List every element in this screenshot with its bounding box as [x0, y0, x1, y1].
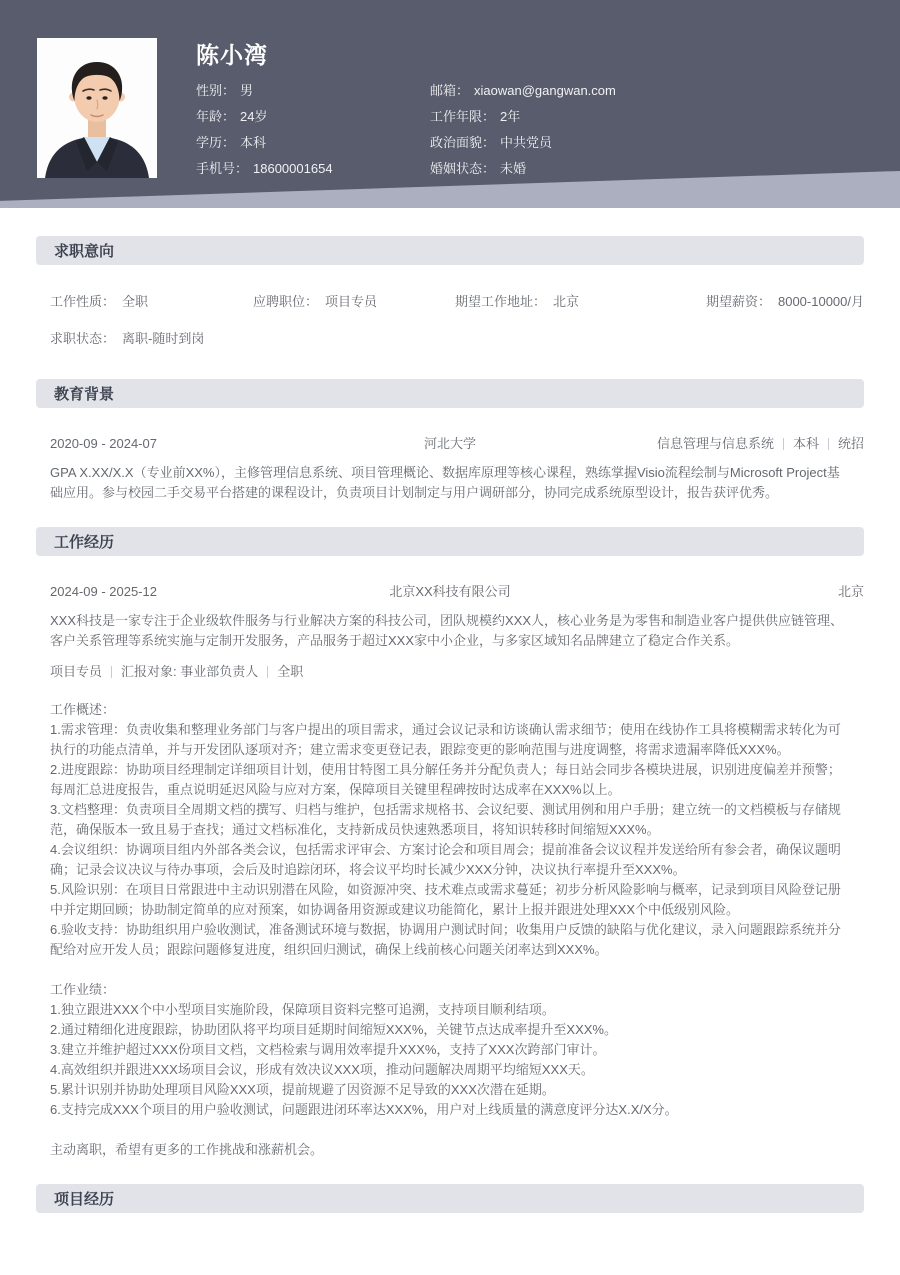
info-age: 年龄： 24岁	[196, 109, 268, 124]
work-meta-row	[36, 584, 864, 600]
info-phone: 手机号： 18600001654	[196, 161, 333, 176]
section-title-education: 教育背景	[36, 379, 864, 408]
profile-photo	[37, 38, 157, 178]
divider	[828, 438, 829, 450]
work-period: 2024-09 - 2025-12	[50, 584, 157, 599]
section-title-job-intent: 求职意向	[36, 236, 864, 265]
section-title-work-experience: 工作经历	[36, 527, 864, 556]
field-job-status: 求职状态： 离职-随时到岗	[50, 331, 205, 346]
personal-info-column-right	[430, 84, 616, 175]
field-target-position: 应聘职位： 项目专员	[253, 294, 378, 309]
work-achievement-item: 1.独立跟进XXX个中小型项目实施阶段，保障项目资料完整可追溯，支持项目顺利结项。	[50, 1002, 555, 1017]
work-overview-item: 6.验收支持：协助组织用户验收测试，准备测试环境与数据，协调用户测试时间；收集用户反馈的缺陷与优化建议，录入问题跟踪系统并分配给对应开发人员；跟踪问题修复进度，组织回归测试，确保上线前核心问题关闭率达到XXX%。	[50, 922, 841, 957]
header-main	[196, 43, 860, 175]
work-achievement-item: 2.通过精细化进度跟踪，协助团队将平均项目延期时间缩短XXX%，关键节点达成率提升至XXX%。	[50, 1022, 617, 1037]
work-report-to: 汇报对象: 事业部负责人	[121, 664, 259, 679]
divider	[267, 666, 268, 678]
info-work-years: 工作年限： 2年	[430, 109, 521, 124]
info-political-status: 政治面貌： 中共党员	[430, 135, 553, 150]
work-achievement-item: 4.高效组织并跟进XXX场项目会议，形成有效决议XXX项，推动问题解决周期平均缩短XXX天。	[50, 1062, 594, 1077]
education-qualifications	[657, 436, 864, 452]
section-title-project-experience: 项目经历	[36, 1184, 864, 1213]
work-overview-item: 1.需求管理：负责收集和整理业务部门与客户提出的项目需求，通过会议记录和访谈确认需求细节；使用在线协作工具将模糊需求转化为可执行的功能点清单，并与开发团队逐项对齐；建立需求变更登记表，跟踪变更的影响范围与进度调整，将需求遗漏率降低XXX%。	[50, 722, 841, 757]
work-position: 项目专员	[50, 664, 103, 679]
company-intro: XXX科技是一家专注于企业级软件服务与行业解决方案的科技公司，团队规模约XXX人，核心业务是为零售和制造业客户提供供应链管理、客户关系管理等系统实施与定制开发服务，产品服务于超过XXX家中小企业，与多家区域知名品牌建立了稳定合作关系。	[50, 613, 844, 648]
work-overview-item: 4.会议组织：协调项目组内外部各类会议，包括需求评审会、方案讨论会和项目周会；提前准备会议议程并发送给所有参会者，确保议题明确；记录会议决议与待办事项，会后及时追踪闭环，将会议平均时长减少XXX分钟，决议执行率提升至XXX%。	[50, 842, 841, 877]
work-achievements-title: 工作业绩：	[50, 982, 116, 997]
resume-body	[0, 236, 900, 1213]
education-period: 2020-09 - 2024-07	[50, 436, 157, 451]
field-target-location: 期望工作地址： 北京	[455, 294, 580, 309]
education-major: 信息管理与信息系统	[656, 436, 774, 451]
work-role-line	[36, 664, 864, 680]
work-achievement-item: 5.累计识别并协助处理项目风险XXX项，提前规避了因资源不足导致的XXX次潜在延期。	[50, 1082, 555, 1097]
work-overview-item: 3.文档整理：负责项目全周期文档的撰写、归档与维护，包括需求规格书、会议纪要、测试用例和用户手册；建立统一的文档模板与存储规范，确保版本一致且易于查找；通过文档标准化，支持新成员快速熟悉项目，将知识转移时间缩短XXX%。	[50, 802, 841, 837]
divider	[111, 666, 112, 678]
info-email: 邮箱： xiaowan@gangwan.com	[430, 83, 616, 98]
work-job-type: 全职	[277, 664, 304, 679]
job-intent-row-1	[36, 294, 864, 309]
work-overview-title: 工作概述：	[50, 702, 116, 717]
personal-info-grid	[196, 84, 860, 175]
field-expected-salary: 期望薪资： 8000-10000/月	[705, 294, 864, 309]
portrait-illustration	[37, 38, 157, 178]
divider	[783, 438, 784, 450]
education-meta-row	[36, 436, 864, 452]
candidate-name: 陈小湾	[196, 42, 268, 68]
info-marital-status: 婚姻状态： 未婚	[430, 161, 527, 176]
info-gender: 性别： 男	[196, 83, 254, 98]
work-achievement-item: 6.支持完成XXX个项目的用户验收测试，问题跟进闭环率达XXX%，用户对上线质量的满意度评分达X.X/X分。	[50, 1102, 678, 1117]
education-description: GPA X.XX/X.X（专业前XX%），主修管理信息系统、项目管理概论、数据库原理等核心课程，熟练掌握Visio流程绘制与Microsoft Project基础应用。参与校园二手交易平台搭建的课程设计，负责项目计划制定与用户调研部分，协同完成系统原型设计，报告获评优秀。	[50, 465, 840, 500]
leave-reason: 主动离职，希望有更多的工作挑战和涨薪机会。	[50, 1142, 324, 1157]
education-school: 河北大学	[423, 436, 477, 451]
personal-info-column-left	[196, 84, 430, 175]
work-overview-item: 2.进度跟踪：协助项目经理制定详细项目计划，使用甘特图工具分解任务并分配负责人；每日站会同步各模块进展，识别进度偏差并预警；每周汇总进度报告，重点说明延迟风险与应对方案，保障项目关键里程碑按时达成率在XXX%以上。	[50, 762, 841, 797]
work-company: 北京XX科技有限公司	[389, 584, 511, 599]
info-education-level: 学历： 本科	[196, 135, 267, 150]
work-location: 北京	[837, 584, 864, 599]
education-enroll-type: 统招	[837, 436, 864, 451]
field-job-nature: 工作性质： 全职	[50, 294, 149, 309]
education-degree: 本科	[792, 436, 819, 451]
work-achievement-item: 3.建立并维护超过XXX份项目文档，文档检索与调用效率提升XXX%，支持了XXX次跨部门审计。	[50, 1042, 606, 1057]
job-intent-row-2	[36, 331, 864, 346]
resume-header	[0, 0, 900, 208]
work-overview-item: 5.风险识别：在项目日常跟进中主动识别潜在风险，如资源冲突、技术难点或需求蔓延；初步分析风险影响与概率，记录到项目风险登记册中并定期回顾；协助制定简单的应对预案，如协调备用资源或建议功能简化，累计上报并跟进处理XXX个中低级别风险。	[50, 882, 841, 917]
